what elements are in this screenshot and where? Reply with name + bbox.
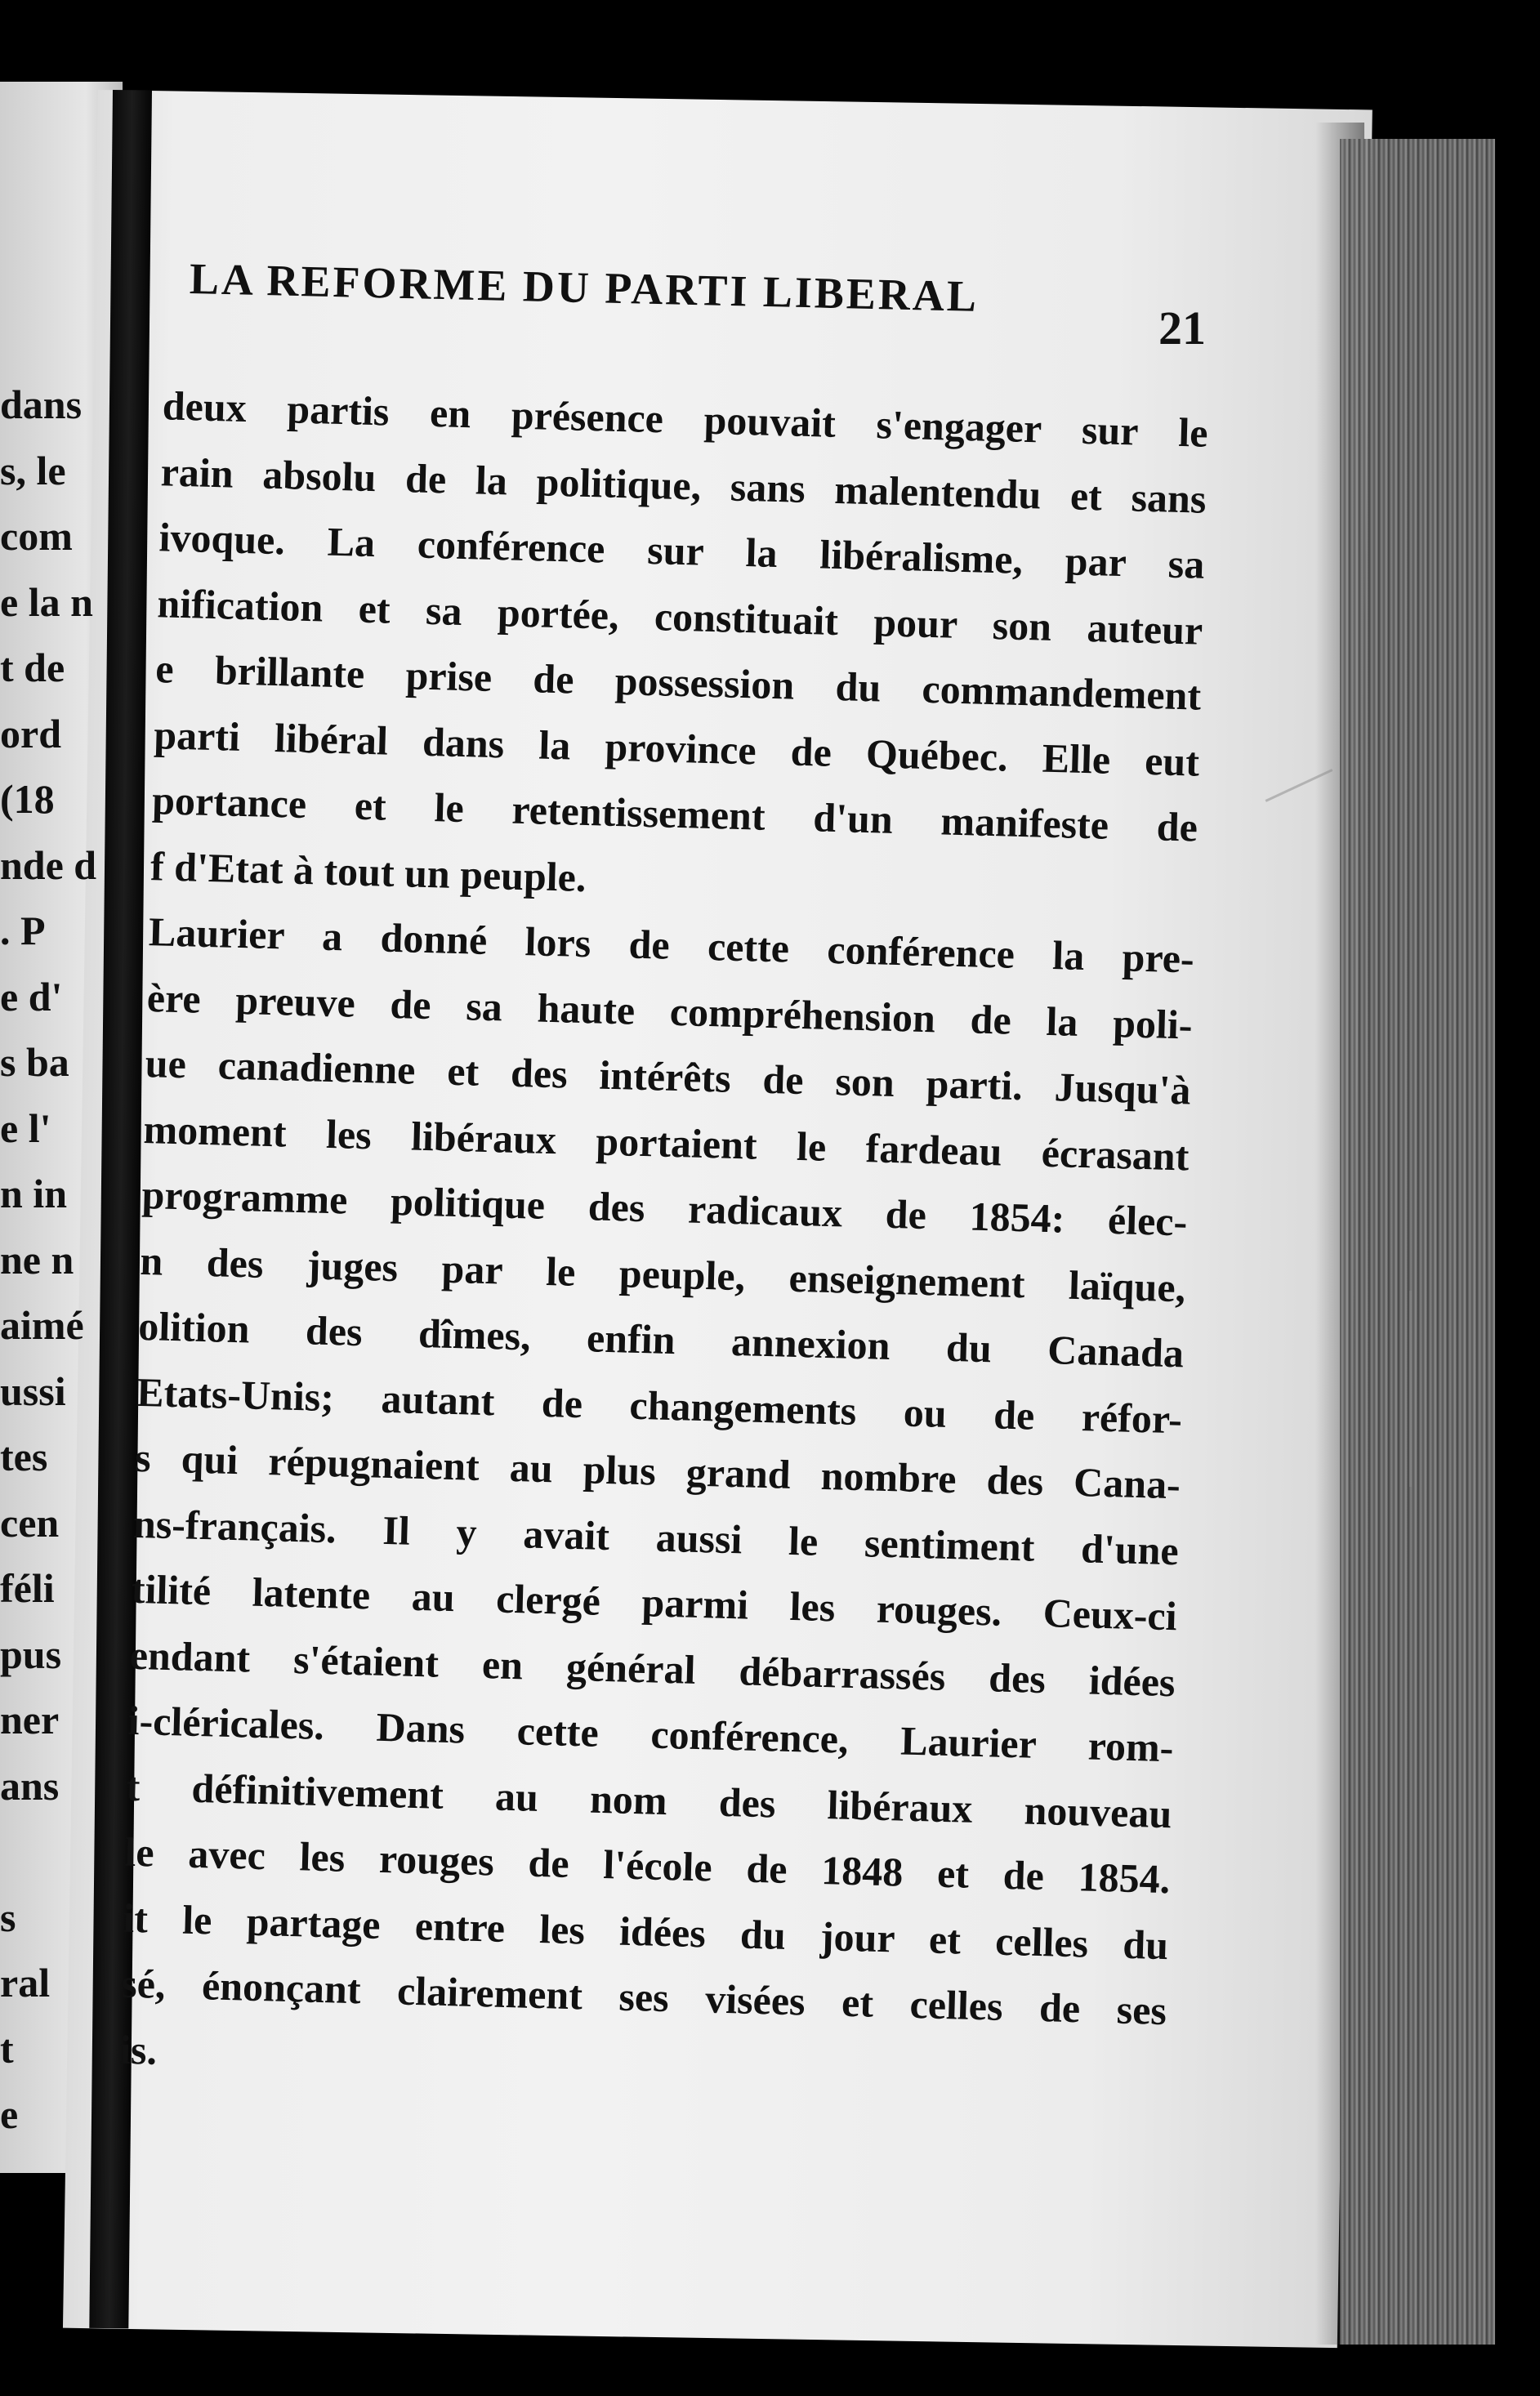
text-line: Laurier a donné lors de cette conférence la pre- — [148, 908, 1195, 982]
previous-page-fragment: tes — [0, 1434, 48, 1479]
previous-page-fragment: (18 — [0, 776, 55, 822]
text-line: rain absolu de la politique, sans malentendu et sans — [160, 448, 1207, 522]
previous-page-fragment: pus — [0, 1631, 62, 1677]
previous-page-fragment: cen — [0, 1499, 60, 1546]
previous-page-fragment: ord — [0, 710, 61, 756]
previous-page-fragment: ussi — [0, 1368, 66, 1414]
text-line: e brillante prise de possession du commandement — [154, 645, 1202, 719]
previous-page-fragment: nde d — [0, 841, 97, 888]
previous-page-fragment: . P — [0, 908, 46, 953]
text-line: s qui répugnaient au plus grand nombre des Cana- — [134, 1434, 1181, 1508]
previous-page-fragment: ans — [0, 1762, 60, 1809]
previous-page-fragment: s — [0, 1894, 16, 1940]
running-title: LA REFORME DU PARTI LIBERAL — [189, 254, 980, 321]
page-number: 21 — [1158, 301, 1206, 355]
text-line: le avec les rouges de l'école de 1848 et de 1854. — [123, 1828, 1171, 1903]
page-stack-edge — [1340, 139, 1495, 2345]
text-line: f d'Etat à tout un peuple. — [150, 842, 587, 900]
text-line: t définitivement au nom des libéraux nouveau — [125, 1763, 1172, 1836]
text-line: nification et sa portée, constituait pour son auteur — [156, 579, 1203, 654]
text-line: endant s'étaient en général débarrassés des idées — [129, 1631, 1176, 1705]
text-line: tilité latente au clergé parmi les rouges. Ceux-ci — [131, 1565, 1178, 1640]
previous-page-fragment: com — [0, 513, 73, 559]
text-line: is. — [118, 2026, 158, 2073]
text-line: deux partis en présence pouvait s'engager sur le — [162, 382, 1209, 456]
body-text — [78, 372, 1208, 2109]
previous-page-fragment: s, le — [0, 447, 66, 493]
previous-page-fragment: aimé — [0, 1302, 84, 1348]
previous-page-fragment: ne n — [0, 1236, 74, 1283]
scan-mark — [1409, 1291, 1412, 1487]
text-line: ivoque. La conférence sur la libéralisme, par sa — [158, 514, 1206, 587]
previous-page-fragment: e d' — [0, 973, 63, 1020]
text-line: Etats-Unis; autant de changements ou de réfor- — [136, 1368, 1183, 1442]
text-line: sé, énonçant clairement ses visées et celles de ses — [120, 1960, 1167, 2034]
text-line: ue canadienne et des intérêts de son parti. Jusqu'à — [145, 1040, 1192, 1113]
previous-page-fragment: dans — [0, 381, 83, 427]
previous-page-fragment: n in — [0, 1171, 68, 1216]
previous-page-fragment: e la n — [0, 578, 93, 625]
previous-page-fragment: t — [0, 2025, 14, 2072]
previous-page-fragment: féli — [0, 1565, 55, 1611]
previous-page-fragment: s ba — [0, 1039, 69, 1085]
text-line: programme politique des radicaux de 1854: élec- — [141, 1171, 1188, 1245]
previous-page-fragment: e l' — [0, 1104, 51, 1151]
text-line: ère preuve de sa haute compréhension de la poli- — [146, 974, 1194, 1048]
previous-page-fragment: t de — [0, 645, 65, 690]
text-line: olition des dîmes, enfin annexion du Canada — [137, 1302, 1185, 1376]
text-line: moment les libéraux portaient le fardeau écrasant — [143, 1105, 1190, 1179]
previous-page-fragment: ner — [0, 1697, 60, 1742]
previous-page-fragment: ral — [0, 1960, 51, 2006]
text-line: portance et le retentissement d'un manifeste de — [151, 777, 1199, 850]
text-line: n des juges par le peuple, enseignement laïque, — [139, 1237, 1186, 1310]
text-line: it le partage entre les idées du jour et celles du — [122, 1894, 1169, 1968]
text-line: i-cléricales. Dans cette conférence, Laurier rom- — [127, 1697, 1175, 1771]
text-line: parti libéral dans la province de Québec. Elle eut — [153, 711, 1200, 785]
text-line: ns-français. Il y avait aussi le sentiment d'une — [132, 1500, 1180, 1573]
previous-page-fragment: e — [0, 2091, 19, 2137]
